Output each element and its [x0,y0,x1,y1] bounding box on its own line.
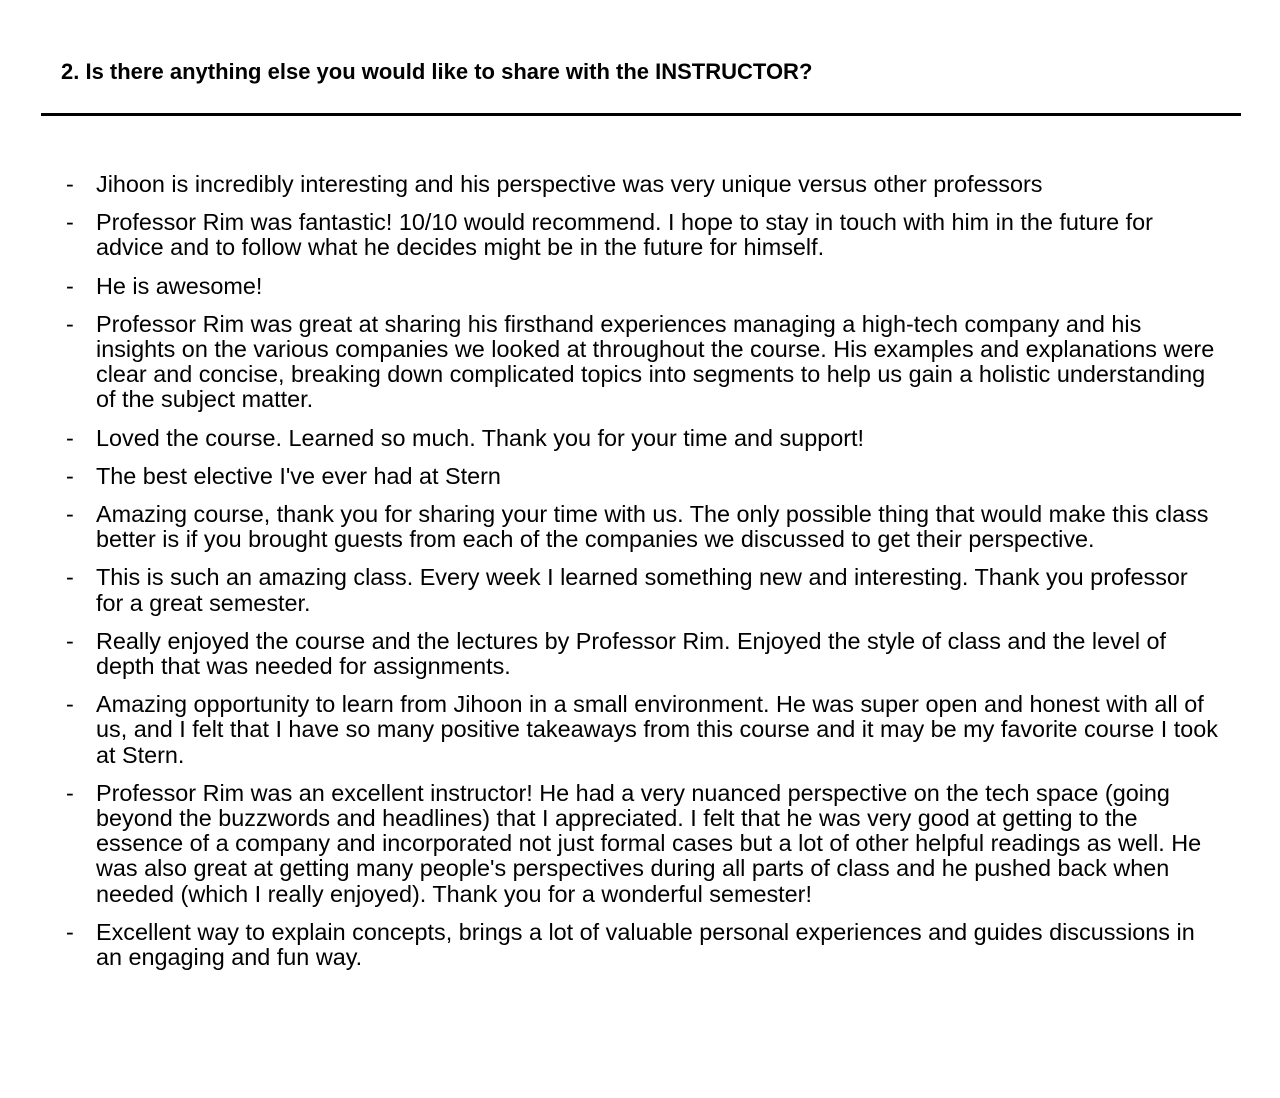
response-text: Loved the course. Learned so much. Thank you for your time and support! [96,424,865,451]
question-heading: 2. Is there anything else you would like to share with the INSTRUCTOR? [61,59,813,84]
bullet-dash: - [66,627,74,654]
response-text: Amazing course, thank you for sharing your time with us. The only possible thing that would make this class better is if you brought guests from each of the companies we discussed to get their perspective. [96,501,1209,553]
response-item [0,426,1280,451]
response-text: Really enjoyed the course and the lectures by Professor Rim. Enjoyed the style of class and the level of depth that was needed for assignments. [96,627,1167,680]
response-item [0,210,1280,260]
bullet-dash: - [66,272,74,299]
heading-divider [41,113,1241,116]
response-text: Professor Rim was an excellent instructor! He had a very nuanced perspective on the tech space (going beyond the buzzwords and headlines) that I appreciated. I felt that he was very good at getting to the essence of a company and incorporated not just formal cases but a lot of other helpful readings as well. He was also great at getting many people's perspectives during all parts of class and he pushed back when needed (which I really enjoyed). Thank you for a wonderful semester! [96,779,1202,907]
bullet-dash: - [66,209,74,236]
bullet-dash: - [66,171,74,197]
response-item [0,629,1280,679]
response-item [0,920,1280,970]
response-text: Excellent way to explain concepts, brings a lot of valuable personal experiences and guides discussions in an engaging and fun way. [96,918,1195,971]
bullet-dash: - [66,691,74,718]
response-list [0,172,1280,983]
bullet-dash: - [66,564,74,591]
bullet-dash: - [66,501,74,528]
response-text: This is such an amazing class. Every week I learned something new and interesting. Thank you professor for a great semester. [96,564,1188,616]
response-item [0,502,1280,552]
bullet-dash: - [66,779,74,806]
response-item [0,781,1280,907]
response-text: Amazing opportunity to learn from Jihoon in a small environment. He was super open and honest with all of us, and I felt that I have so many positive takeaways from this course and it may be my favorite course I took at Stern. [96,691,1218,768]
response-text: The best elective I've ever had at Stern [96,462,501,489]
bullet-dash: - [66,424,74,451]
response-item [0,172,1280,197]
response-item [0,565,1280,615]
response-text: He is awesome! [96,272,263,299]
response-item [0,464,1280,489]
response-text: Jihoon is incredibly interesting and his perspective was very unique versus other professors [96,171,1043,197]
bullet-dash: - [66,918,74,945]
bullet-dash: - [66,462,74,489]
response-item [0,274,1280,299]
response-text: Professor Rim was great at sharing his firsthand experiences managing a high-tech company and his insights on the various companies we looked at throughout the course. His examples and explanations were clear and concise, breaking down complicated topics into segments to help us gain a holistic understanding of the subject matter. [96,310,1215,413]
response-item [0,312,1280,413]
bullet-dash: - [66,310,74,337]
response-text: Professor Rim was fantastic! 10/10 would recommend. I hope to stay in touch with him in the future for advice and to follow what he decides might be in the future for himself. [96,209,1153,261]
response-item [0,692,1280,768]
